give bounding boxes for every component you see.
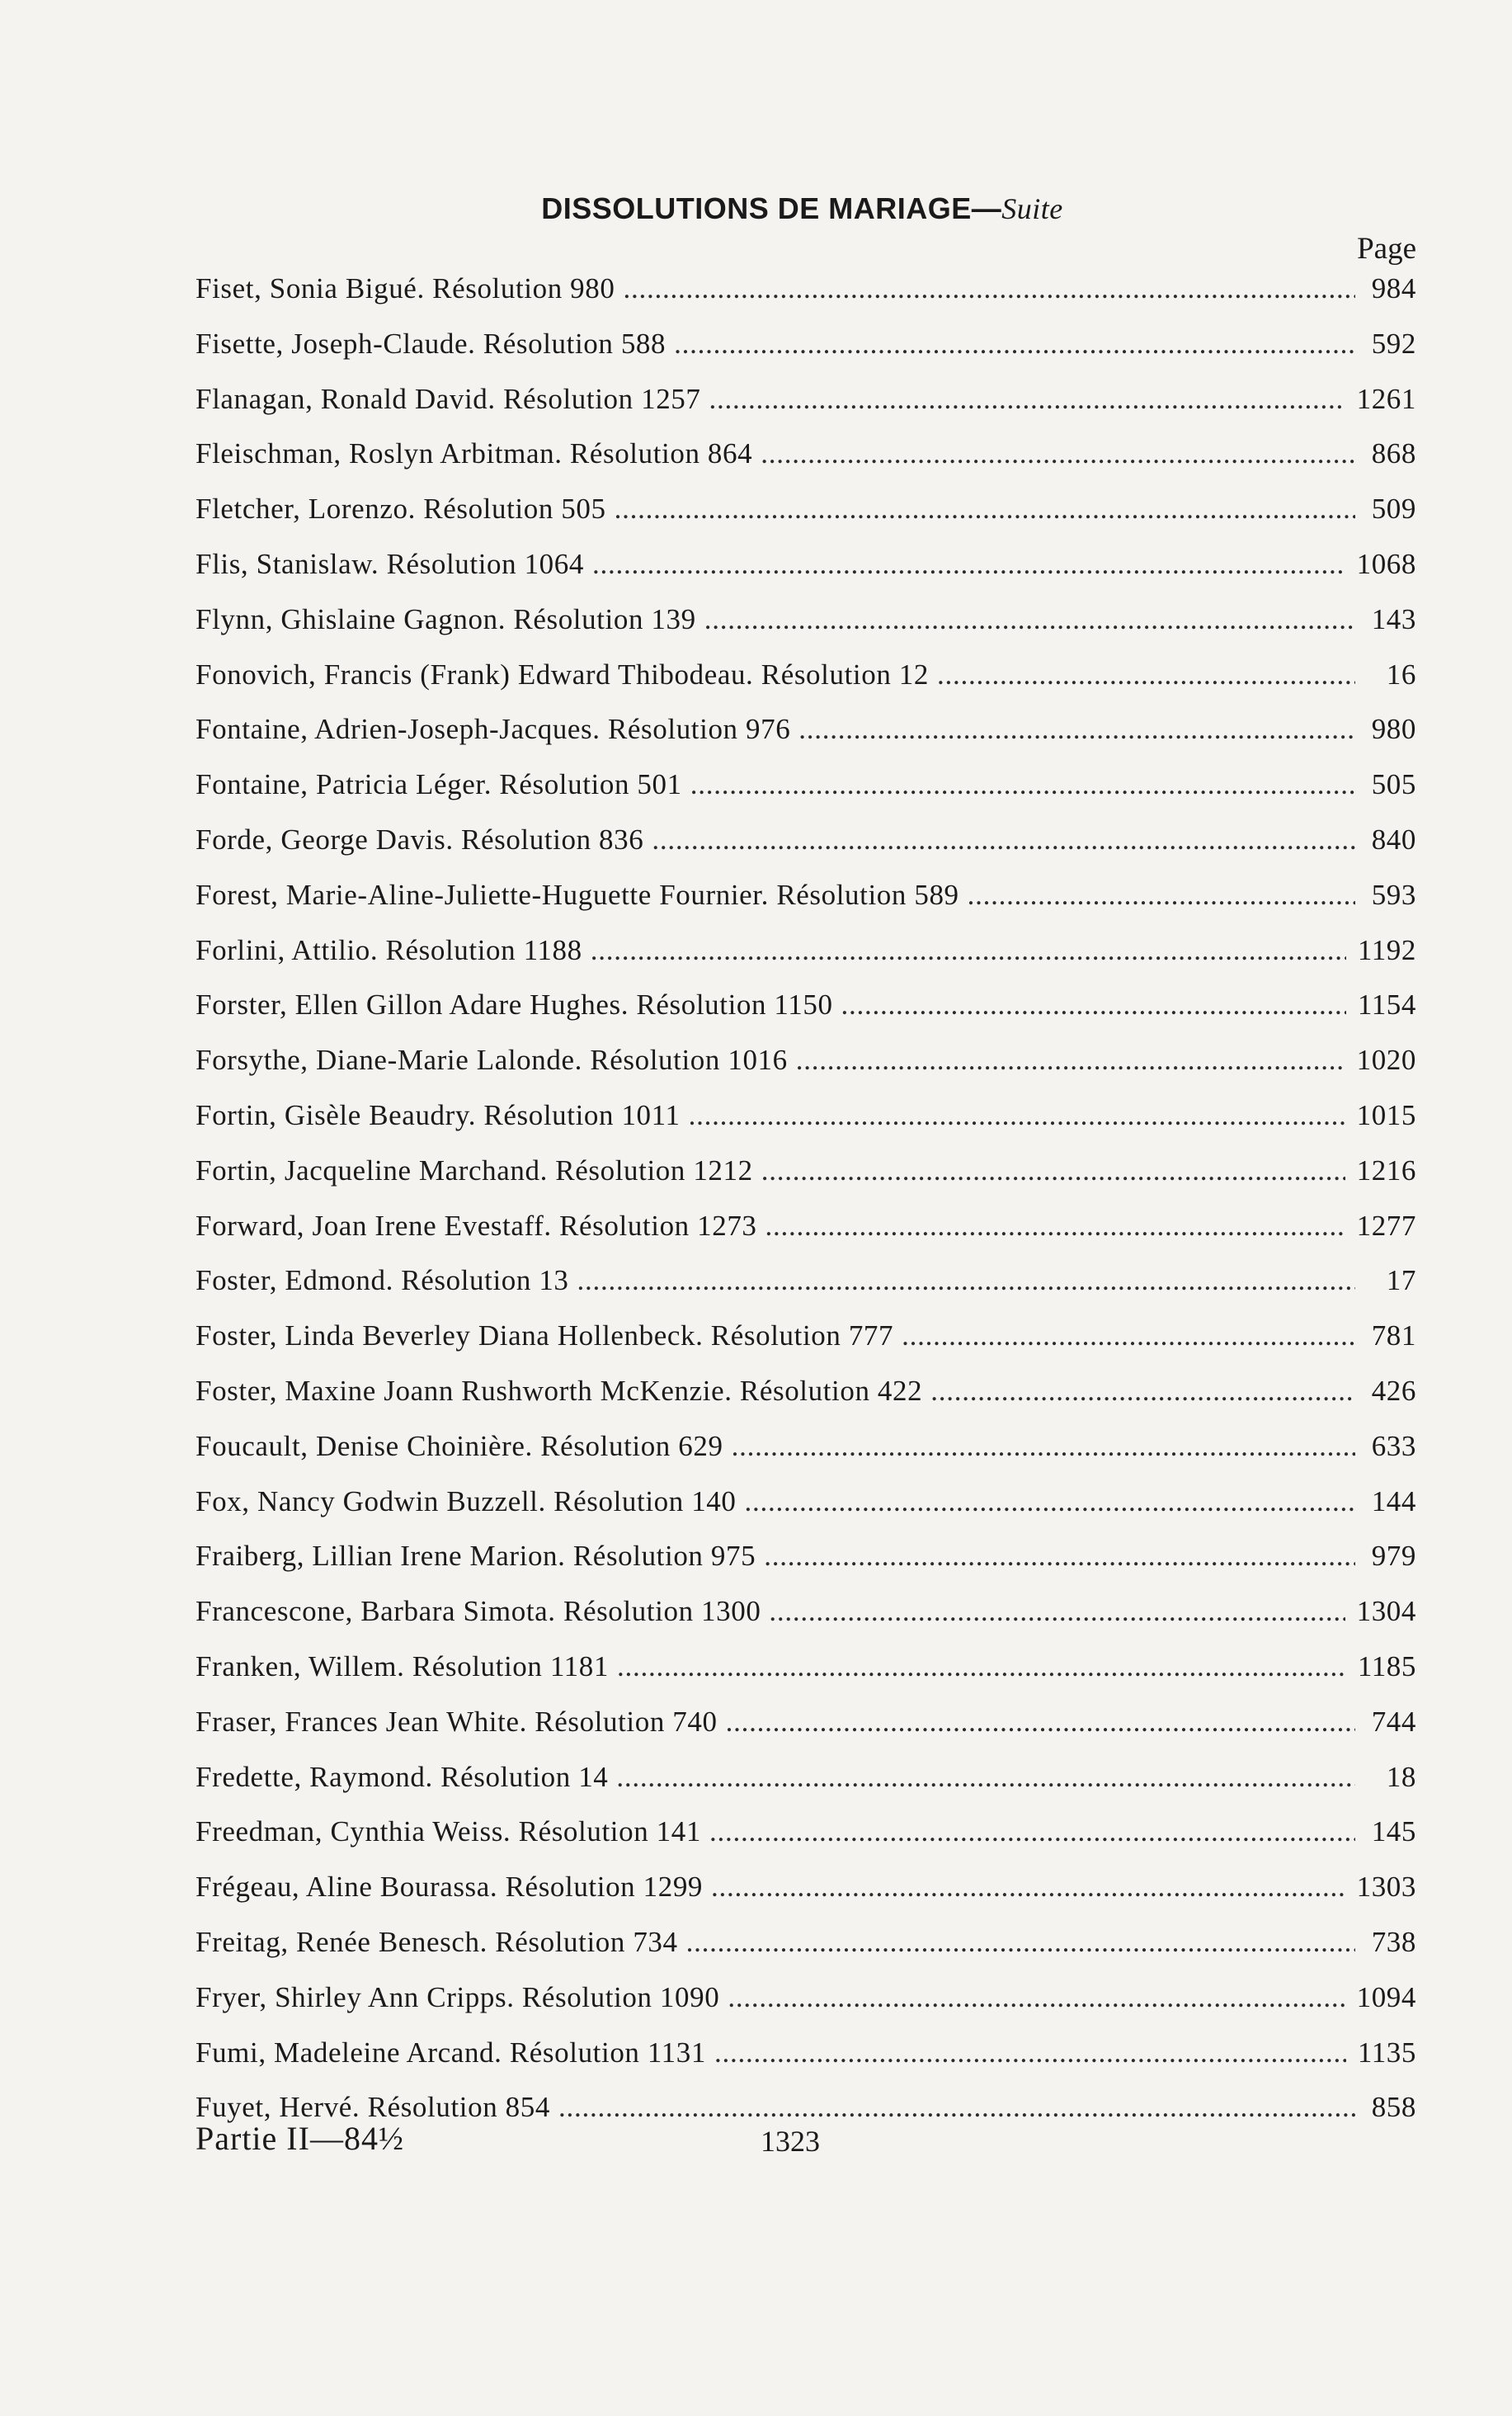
entry-name: Fumi, Madeleine Arcand. Résolution 1131 [195,2036,706,2069]
dot-leader [769,1595,1345,1628]
index-entry [195,493,1416,548]
dot-leader [690,768,1355,801]
entry-page: 144 [1371,1484,1416,1517]
entry-page: 17 [1386,1264,1416,1297]
entry-name: Fletcher, Lorenzo. Résolution 505 [195,493,606,526]
index-entry [195,1706,1416,1761]
entry-page: 1094 [1356,1980,1416,2013]
index-entry [195,1430,1416,1485]
entry-page: 868 [1371,437,1416,470]
index-entry [195,383,1416,438]
entry-name: Fortin, Gisèle Beaudry. Résolution 1011 [195,1098,681,1131]
dot-leader [798,713,1355,746]
index-entry [195,934,1416,989]
entry-name: Foster, Maxine Joann Rushworth McKenzie. Résolution 422 [195,1374,923,1407]
index-entry [195,713,1416,768]
index-entry [195,1926,1416,1981]
entry-name: Flanagan, Ronald David. Résolution 1257 [195,382,701,415]
entry-page: 984 [1371,272,1416,304]
dot-leader [704,603,1355,636]
dot-leader [902,1319,1355,1352]
index-entry [195,2036,1416,2092]
section-title: DISSOLUTIONS DE MARIAGE— [541,191,1002,225]
entry-page: 744 [1371,1705,1416,1738]
entry-page: 633 [1371,1429,1416,1462]
entry-name: Fortin, Jacqueline Marchand. Résolution 1212 [195,1154,753,1187]
dot-leader [726,1706,1355,1739]
entry-name: Fryer, Shirley Ann Cripps. Résolution 1090 [195,1980,720,2013]
entry-page: 16 [1386,658,1416,691]
entry-name: Fiset, Sonia Bigué. Résolution 980 [195,272,615,304]
dot-leader [686,1926,1355,1959]
dot-leader [615,493,1355,526]
entry-page: 1277 [1356,1209,1416,1242]
dot-leader [617,1650,1346,1683]
entry-page: 738 [1371,1925,1416,1958]
dot-leader [623,272,1355,305]
entry-name: Foucault, Denise Choinière. Résolution 629 [195,1429,723,1462]
index-entry [195,1264,1416,1319]
dot-leader [841,989,1346,1022]
entry-name: Flynn, Ghislaine Gagnon. Résolution 139 [195,602,696,635]
dot-leader [745,1485,1355,1518]
dot-leader [765,1210,1345,1243]
dot-leader [709,383,1345,416]
dot-leader [930,1375,1355,1408]
dot-leader [652,823,1355,856]
entry-name: Fraser, Frances Jean White. Résolution 740 [195,1705,718,1738]
entry-name: Forster, Ellen Gillon Adare Hughes. Résolution 1150 [195,989,833,1022]
entry-page: 1015 [1356,1098,1416,1131]
entry-page: 980 [1371,713,1416,746]
section-heading [0,191,1512,226]
entry-name: Fuyet, Hervé. Résolution 854 [195,2091,550,2124]
entry-name: Flis, Stanislaw. Résolution 1064 [195,547,584,580]
entry-name: Fontaine, Patricia Léger. Résolution 501 [195,768,682,801]
index-entry [195,879,1416,934]
entry-name: Fox, Nancy Godwin Buzzell. Résolution 140 [195,1484,737,1517]
index-entry [195,768,1416,823]
entry-page: 426 [1371,1374,1416,1407]
index-entry [195,272,1416,328]
dot-leader [577,1264,1355,1297]
index-entry [195,989,1416,1044]
section-suite: Suite [1001,192,1063,225]
dot-leader [761,1154,1345,1187]
index-entry [195,328,1416,383]
entry-page: 1261 [1356,382,1416,415]
entry-page: 979 [1371,1540,1416,1573]
entry-name: Fleischman, Roslyn Arbitman. Résolution 864 [195,437,753,470]
index-entry [195,1981,1416,2036]
index-entry [195,1375,1416,1430]
entry-page: 145 [1371,1815,1416,1848]
entry-page: 1192 [1357,933,1416,966]
entry-page: 1185 [1357,1649,1416,1682]
dot-leader [796,1044,1345,1077]
index-entry [195,603,1416,658]
entry-page: 1068 [1356,547,1416,580]
entry-page: 143 [1371,602,1416,635]
index-entry [195,1485,1416,1541]
dot-leader [592,548,1345,581]
dot-leader [558,2091,1355,2124]
index-entry [195,548,1416,603]
index-entry [195,658,1416,714]
entry-name: Forde, George Davis. Résolution 836 [195,823,644,856]
entry-name: Francescone, Barbara Simota. Résolution 1300 [195,1595,761,1628]
index-entry [195,1319,1416,1375]
footer-part-label: Partie II—84½ [195,2120,404,2157]
entry-name: Frégeau, Aline Bourassa. Résolution 1299 [195,1871,704,1904]
index-entry [195,1540,1416,1595]
footer-page-number: 1323 [761,2125,820,2158]
index-entry [195,1595,1416,1650]
index-entry [195,1210,1416,1265]
entry-name: Forest, Marie-Aline-Juliette-Huguette Fournier. Résolution 589 [195,878,959,911]
entry-page: 781 [1371,1319,1416,1352]
dot-leader [711,1871,1345,1904]
dot-leader [728,1981,1345,2014]
entry-name: Freedman, Cynthia Weiss. Résolution 141 [195,1815,701,1848]
dot-leader [689,1099,1345,1132]
dot-leader [591,934,1346,967]
entry-page: 509 [1371,493,1416,526]
dot-leader [761,437,1355,470]
index-list [195,272,1416,2146]
dot-leader [937,658,1355,691]
dot-leader [709,1815,1355,1848]
entry-name: Foster, Linda Beverley Diana Hollenbeck. Résolution 777 [195,1319,894,1352]
entry-page: 505 [1371,768,1416,801]
entry-page: 858 [1371,2091,1416,2124]
dot-leader [732,1430,1355,1463]
dot-leader [714,2036,1346,2069]
index-entry [195,823,1416,879]
entry-name: Fraiberg, Lillian Irene Marion. Résolution 975 [195,1540,756,1573]
entry-name: Fredette, Raymond. Résolution 14 [195,1760,609,1793]
entry-page: 18 [1386,1760,1416,1793]
entry-name: Fisette, Joseph-Claude. Résolution 588 [195,327,667,360]
entry-page: 1303 [1356,1871,1416,1904]
index-entry [195,1099,1416,1154]
dot-leader [764,1540,1355,1573]
entry-page: 840 [1371,823,1416,856]
index-entry [195,437,1416,493]
entry-page: 1216 [1356,1154,1416,1187]
index-entry [195,1815,1416,1871]
entry-page: 593 [1371,878,1416,911]
entry-name: Forlini, Attilio. Résolution 1188 [195,933,582,966]
page-column-label: Page [1357,232,1416,266]
entry-name: Freitag, Renée Benesch. Résolution 734 [195,1925,678,1958]
entry-page: 592 [1371,327,1416,360]
entry-name: Foster, Edmond. Résolution 13 [195,1264,569,1297]
entry-page: 1020 [1356,1044,1416,1077]
entry-name: Fontaine, Adrien-Joseph-Jacques. Résolution 976 [195,713,791,746]
entry-page: 1135 [1357,2036,1416,2069]
entry-name: Forward, Joan Irene Evestaff. Résolution 1273 [195,1209,757,1242]
dot-leader [616,1761,1355,1794]
index-entry [195,1154,1416,1210]
entry-page: 1304 [1356,1595,1416,1628]
entry-name: Fonovich, Francis (Frank) Edward Thibodeau. Résolution 12 [195,658,929,691]
index-entry [195,1650,1416,1706]
index-entry [195,1871,1416,1926]
entry-name: Forsythe, Diane-Marie Lalonde. Résolution 1016 [195,1044,788,1077]
entry-page: 1154 [1357,989,1416,1022]
dot-leader [674,328,1355,361]
index-entry [195,1761,1416,1816]
dot-leader [968,879,1355,912]
index-entry [195,1044,1416,1099]
entry-name: Franken, Willem. Résolution 1181 [195,1649,609,1682]
